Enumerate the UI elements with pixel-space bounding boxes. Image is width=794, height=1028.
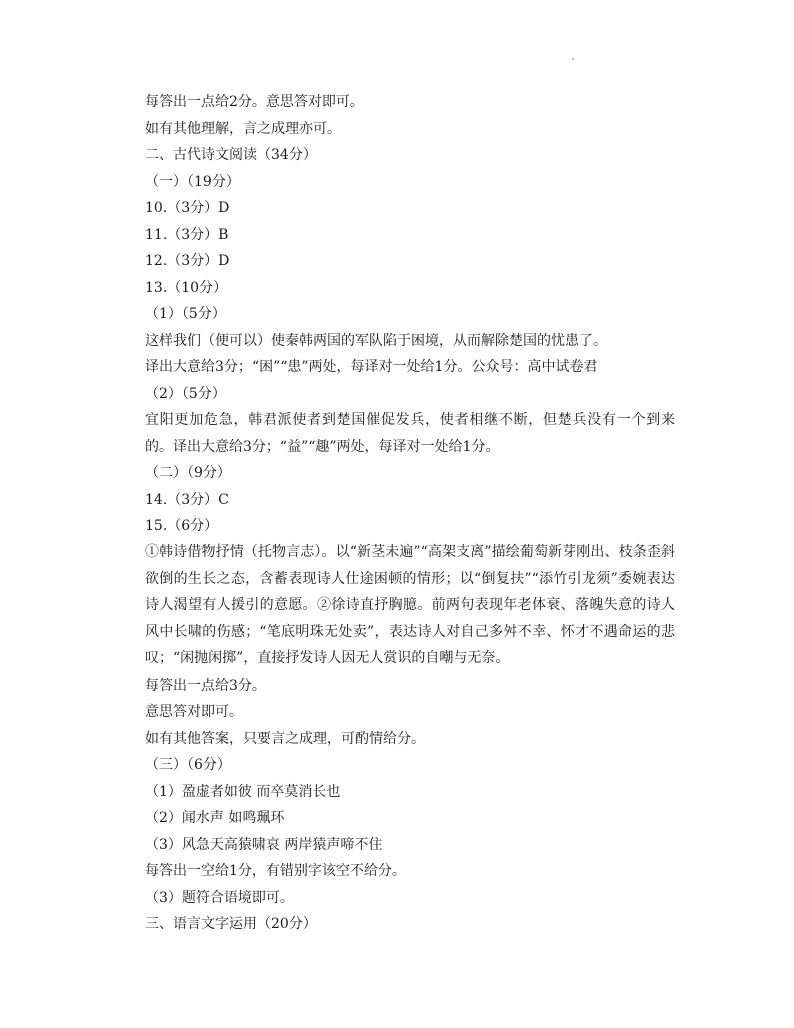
answer-line: 12.（3分）D — [145, 253, 230, 269]
text-line: （1）（5分） — [145, 306, 226, 322]
answer-line: （2）闻水声 如鸣珮环 — [145, 810, 285, 826]
answer-line: 15.（6分） — [145, 518, 219, 534]
text-line: 每答出一点给3分。 — [145, 678, 266, 694]
text-line: 意思答对即可。 — [145, 704, 243, 720]
text-line: 这样我们（便可以）使秦韩两国的军队陷于困境，从而解除楚国的忧患了。 — [145, 333, 607, 349]
subsection-heading: （一）（19分） — [145, 174, 240, 190]
scan-speck — [572, 58, 574, 60]
subsection-heading: （三）（6分） — [145, 757, 231, 773]
text-line: （2）（5分） — [145, 386, 226, 402]
text-line: 如有其他答案，只要言之成理，可酌情给分。 — [145, 731, 425, 747]
answer-line: 13.（10分） — [145, 280, 228, 296]
section-heading: 三、语言文字运用（20分） — [145, 916, 317, 932]
answer-line: （1）盈虚者如彼 而卒莫消长也 — [145, 784, 341, 800]
answer-line: 10.（3分）D — [145, 200, 230, 216]
text-line: （3）题符合语境即可。 — [145, 890, 294, 906]
text-line: 如有其他理解，言之成理亦可。 — [145, 121, 341, 137]
text-line: 译出大意给3分；“困”“患”两处，每译对一处给1分。公众号：高中试卷君 — [145, 359, 598, 375]
text-paragraph: 宜阳更加危急，韩君派使者到楚国催促发兵，使者相继不断，但楚兵没有一个到来的。译出大意给3分；“益”“趣”两处，每译对一处给1分。 — [145, 412, 675, 455]
text-paragraph: ①韩诗借物抒情（托物言志）。以“新茎未遍”“高架支离”描绘葡萄新芽刚出、枝条歪斜欲倒的生长之态，含蓄表现诗人仕途困顿的情形；以“倒复扶”“添竹引龙须”委婉表达诗人渴望有人援引的意愿。②徐诗直抒胸臆。前两句表现年老体衰、落魄失意的诗人风中长啸的伤感；“笔底明珠无处卖”，表达诗人对自己多舛不幸、怀才不遇命运的悲叹；“闲抛闲掷”，直接抒发诗人因无人赏识的自嘲与无奈。 — [145, 544, 675, 666]
section-heading: 二、古代诗文阅读（34分） — [145, 147, 317, 163]
text-line: 每答出一空给1分，有错别字该空不给分。 — [145, 863, 406, 879]
subsection-heading: （二）（9分） — [145, 465, 231, 481]
answer-line: （3）风急天高猿啸哀 两岸猿声啼不住 — [145, 837, 383, 853]
answer-line: 14.（3分）C — [145, 492, 229, 508]
answer-line: 11.（3分）B — [145, 227, 229, 243]
text-line: 每答出一点给2分。意思答对即可。 — [145, 94, 364, 110]
